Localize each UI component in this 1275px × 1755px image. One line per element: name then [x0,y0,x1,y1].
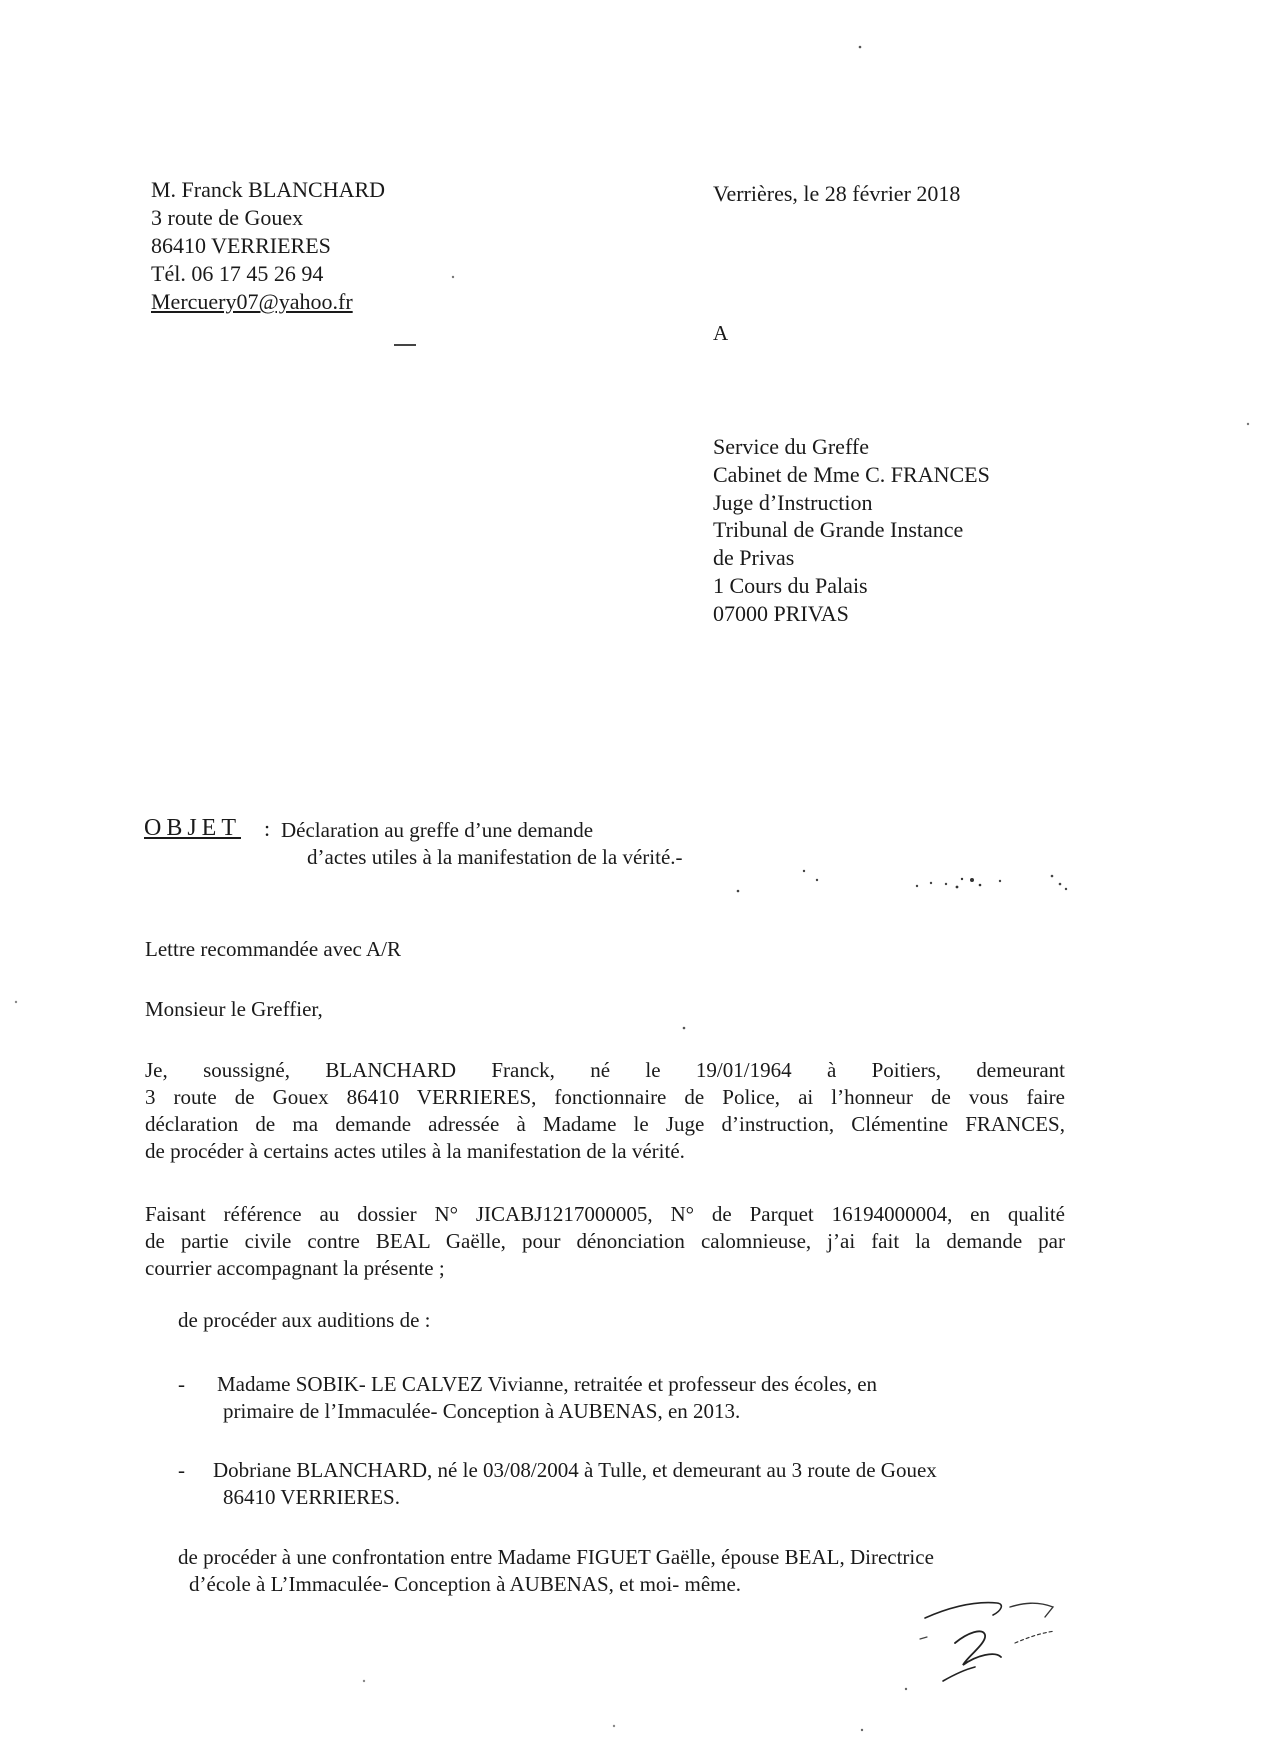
sender-city: 86410 VERRIERES [151,233,331,258]
sender-email-link[interactable]: Mercuery07@yahoo.fr [151,289,353,314]
recipient-line: Cabinet de Mme C. FRANCES [713,461,990,487]
list-item-2-line-2: 86410 VERRIERES. [223,1485,400,1509]
list-item-1-line-1: Madame SOBIK- LE CALVEZ Vivianne, retraitée et professeur des écoles, en [217,1372,878,1396]
subject-line-1: Déclaration au greffe d’une demande [281,818,594,842]
paragraph-line: Je, soussigné, BLANCHARD Franck, né le 19/01/1964 à Poitiers, demeurant [145,1058,1065,1082]
to-label: A [713,321,729,345]
subject-label: OBJET [144,815,241,841]
sender-name: M. Franck BLANCHARD [151,177,386,202]
recipient-line: Juge d’Instruction [713,489,873,515]
recipient-line: 1 Cours du Palais [713,572,868,598]
sender-street: 3 route de Gouex [151,205,304,230]
recipient-address [713,433,990,628]
confrontation-line-1: de procéder à une confrontation entre Madame FIGUET Gaëlle, épouse BEAL, Directrice [178,1545,934,1569]
salutation: Monsieur le Greffier, [145,997,323,1021]
paragraph-declaration [145,1057,1065,1165]
list-item-2-line-1: Dobriane BLANCHARD, né le 03/08/2004 à Tulle, et demeurant au 3 route de Gouex [213,1458,937,1482]
paragraph-line: Faisant référence au dossier N° JICABJ1217000005, N° de Parquet 16194000004, en qualité [145,1202,1065,1226]
list-item-1-line-2: primaire de l’Immaculée- Conception à AUBENAS, en 2013. [223,1399,741,1423]
sender-phone: Tél. 06 17 45 26 94 [151,261,324,286]
list-bullet: - [178,1458,185,1482]
paragraph-reference [145,1201,1065,1282]
auditions-intro: de procéder aux auditions de : [178,1308,431,1332]
confrontation-line-2: d’école à L’Immaculée- Conception à AUBENAS, et moi- même. [189,1572,742,1596]
paragraph-line: de procéder à certains actes utiles à la manifestation de la vérité. [145,1139,685,1163]
paragraph-line: de partie civile contre BEAL Gaëlle, pour dénonciation calomnieuse, j’ai fait la demande par [145,1229,1065,1253]
recipient-line: Service du Greffe [713,434,869,459]
recipient-line: 07000 PRIVAS [713,600,849,626]
subject-line-2: d’actes utiles à la manifestation de la vérité.- [307,845,683,869]
paragraph-line: 3 route de Gouex 86410 VERRIERES, fonctionnaire de Police, ai l’honneur de vous faire [145,1085,1065,1109]
sender-address [151,176,385,316]
date-line: Verrières, le 28 février 2018 [713,181,961,206]
list-bullet: - [178,1372,185,1396]
recipient-line: Tribunal de Grande Instance [713,517,964,543]
handwritten-signature [905,1585,1080,1705]
recipient-line: de Privas [713,545,795,571]
paragraph-line: déclaration de ma demande adressée à Madame le Juge d’instruction, Clémentine FRANCES, [145,1112,1065,1136]
delivery-mode: Lettre recommandée avec A/R [145,937,401,961]
paragraph-line: courrier accompagnant la présente ; [145,1256,445,1280]
subject-colon: : [264,816,271,841]
stray-dash-mark [394,344,416,346]
